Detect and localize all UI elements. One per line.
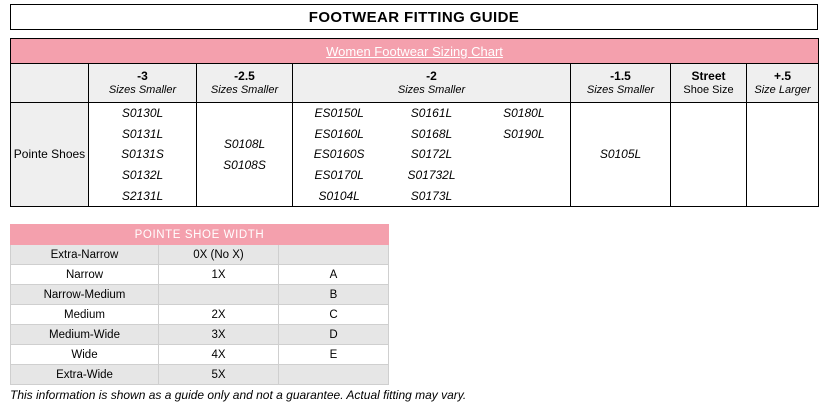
sizing-banner-row xyxy=(11,39,819,64)
width-chart-title: POINTE SHOE WIDTH xyxy=(11,225,389,245)
header-sub-street: Shoe Size xyxy=(683,83,734,96)
header-cell-plus05 xyxy=(747,64,819,103)
header-cell-empty xyxy=(11,64,89,103)
code-item: ES0170L xyxy=(314,167,364,182)
pointe-shoe-width-chart xyxy=(10,224,388,385)
code-item: S0105L xyxy=(599,147,642,162)
table-row xyxy=(11,345,389,365)
width-name: Wide xyxy=(11,345,159,365)
table-row xyxy=(11,365,389,385)
width-code: 0X (No X) xyxy=(159,245,279,265)
header-main-street: Street xyxy=(691,68,726,83)
codes-cell-minus25 xyxy=(197,103,293,207)
width-code: 2X xyxy=(159,305,279,325)
header-main-minus15: -1.5 xyxy=(610,68,631,83)
width-letter: E xyxy=(279,345,389,365)
width-letter: D xyxy=(279,325,389,345)
header-main-minus3: -3 xyxy=(137,68,148,83)
header-sub-minus15: Sizes Smaller xyxy=(586,83,655,96)
table-row xyxy=(11,285,389,305)
sizing-banner-text: Women Footwear Sizing Chart xyxy=(326,43,503,59)
header-main-plus05: +.5 xyxy=(774,68,792,83)
code-item: S0161L xyxy=(410,106,453,120)
header-sub-minus2: Sizes Smaller xyxy=(397,83,466,96)
header-main-minus25: -2.5 xyxy=(234,68,255,83)
code-item: S0190L xyxy=(503,126,545,141)
code-item: S0172L xyxy=(410,147,453,162)
width-letter xyxy=(279,245,389,265)
sizing-data-row xyxy=(11,103,819,207)
table-row xyxy=(11,265,389,285)
header-main-minus2: -2 xyxy=(426,68,437,83)
codes-group-minus25 xyxy=(197,134,292,175)
width-letter: A xyxy=(279,265,389,285)
codes-cell-plus05 xyxy=(747,103,819,207)
code-item: S0173L xyxy=(410,188,453,203)
table-row xyxy=(11,305,389,325)
table-row xyxy=(11,325,389,345)
code-item: S0132L xyxy=(121,167,164,182)
codes-column xyxy=(197,134,292,175)
page-title-bar xyxy=(10,4,818,30)
header-cell-minus25 xyxy=(197,64,293,103)
width-name: Extra-Wide xyxy=(11,365,159,385)
width-name: Narrow-Medium xyxy=(11,285,159,305)
code-item: ES0150L xyxy=(314,106,364,120)
width-code: 1X xyxy=(159,265,279,285)
codes-column xyxy=(89,103,196,206)
disclaimer-note: This information is shown as a guide only and not a guarantee. Actual fitting may vary. xyxy=(10,388,467,402)
code-item: S0131S xyxy=(121,147,164,162)
code-item: S0168L xyxy=(410,126,453,141)
codes-column xyxy=(385,103,477,206)
width-name: Narrow xyxy=(11,265,159,285)
codes-cell-minus15 xyxy=(571,103,671,207)
width-title-row xyxy=(11,225,389,245)
width-letter: C xyxy=(279,305,389,325)
width-code: 5X xyxy=(159,365,279,385)
width-name: Extra-Narrow xyxy=(11,245,159,265)
header-cell-street xyxy=(671,64,747,103)
sizing-chart-table xyxy=(10,38,819,207)
width-letter xyxy=(279,365,389,385)
code-item: ES0160S xyxy=(313,147,365,162)
codes-cell-minus2 xyxy=(293,103,571,207)
sizing-chart xyxy=(10,38,818,207)
width-name: Medium-Wide xyxy=(11,325,159,345)
code-item: S0104L xyxy=(318,188,360,203)
codes-column xyxy=(478,103,570,144)
header-sub-minus3: Sizes Smaller xyxy=(108,83,177,96)
width-chart-table xyxy=(10,224,389,385)
code-item: S01732L xyxy=(407,167,456,182)
header-cell-minus3 xyxy=(89,64,197,103)
codes-group-minus2 xyxy=(293,103,570,206)
width-code: 3X xyxy=(159,325,279,345)
header-cell-minus15 xyxy=(571,64,671,103)
width-name: Medium xyxy=(11,305,159,325)
header-cell-minus2 xyxy=(293,64,571,103)
codes-group-minus15 xyxy=(571,144,670,165)
code-item: S0130L xyxy=(121,106,164,120)
page-title: FOOTWEAR FITTING GUIDE xyxy=(308,8,520,26)
width-code xyxy=(159,285,279,305)
codes-group-minus3 xyxy=(89,103,196,206)
header-sub-plus05: Size Larger xyxy=(754,83,811,96)
codes-cell-street xyxy=(671,103,747,207)
row-label-pointe-shoes: Pointe Shoes xyxy=(11,103,89,207)
table-row xyxy=(11,245,389,265)
codes-column xyxy=(293,103,385,206)
sizing-banner-cell xyxy=(11,39,819,64)
code-item: S2131L xyxy=(121,188,164,203)
code-item: S0108L xyxy=(223,136,266,151)
sizing-header-row xyxy=(11,64,819,103)
header-sub-minus25: Sizes Smaller xyxy=(210,83,279,96)
codes-column xyxy=(571,144,670,165)
code-item: ES0160L xyxy=(314,126,364,141)
width-letter: B xyxy=(279,285,389,305)
codes-cell-minus3 xyxy=(89,103,197,207)
code-item: S0131L xyxy=(121,126,164,141)
code-item: S0180L xyxy=(503,106,545,120)
code-item: S0108S xyxy=(223,157,266,172)
width-code: 4X xyxy=(159,345,279,365)
